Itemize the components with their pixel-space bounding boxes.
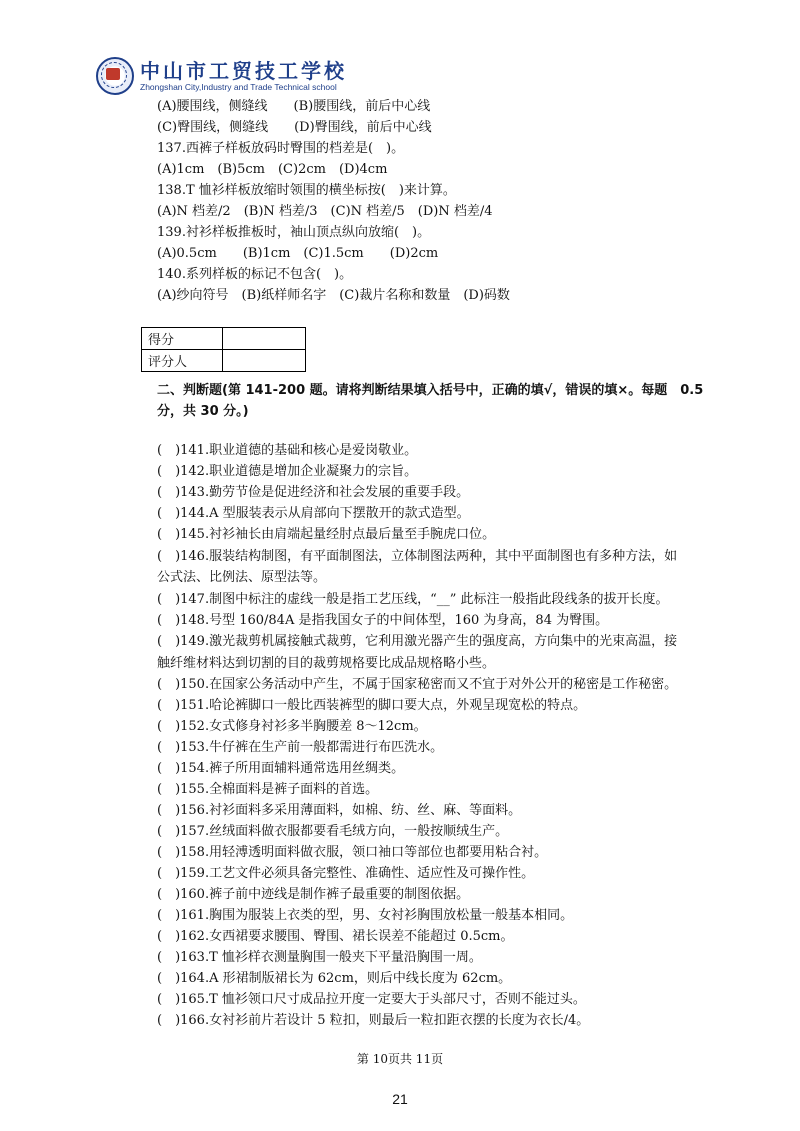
score-label: 得分 [142,328,223,350]
tf-question: ( )164.A 形裙制版裙长为 62cm，则后中线长度为 62cm。 [157,971,512,986]
tf-question: ( )146.服装结构制图，有平面制图法，立体制图法两种，其中平面制图也有多种方法，如 [157,549,678,564]
mc-line: (A)0.5cm (B)1cm (C)1.5cm (D)2cm [157,246,439,261]
tf-question: ( )166.女衬衫前片若设计 5 粒扣，则最后一粒扣距衣摆的长度为衣长/4。 [157,1013,590,1028]
tf-question: ( )155.全棉面料是裤子面料的首选。 [157,782,379,797]
school-header [96,56,347,96]
tf-question: ( )154.裤子所用面辅料通常选用丝绸类。 [157,761,405,776]
mc-line: (A)N 档差/2 (B)N 档差/3 (C)N 档差/5 (D)N 档差/4 [157,204,493,219]
mc-line: 139.衬衫样板推板时，袖山顶点纵向放缩( )。 [157,225,431,240]
tf-question: ( )159.工艺文件必须具备完整性、准确性、适应性及可操作性。 [157,866,535,881]
score-table [141,327,306,372]
tf-question: ( )165.T 恤衫领口尺寸成品拉开度一定要大于头部尺寸，否则不能过头。 [157,992,586,1007]
tf-question: ( )147.制图中标注的虚线一般是指工艺压线，“__” 此标注一般指此段线条的拔开长度。 [157,592,669,607]
mc-line: 140.系列样板的标记不包含( )。 [157,267,353,282]
section-heading: 二、判断题(第 141-200 题。请将判断结果填入括号中，正确的填√，错误的填×。每题 0.5 [157,383,704,398]
school-logo-icon [96,57,134,95]
tf-question: ( )153.牛仔裤在生产前一般都需进行布匹洗水。 [157,740,444,755]
tf-question: ( )163.T 恤衫样衣测量胸围一般夹下平量沿胸围一周。 [157,950,482,965]
school-name-en: Zhongshan City,Industry and Trade Technical school [140,81,337,92]
grader-value-cell[interactable] [223,350,306,372]
grader-label: 评分人 [142,350,223,372]
tf-question: ( )148.号型 160/84A 是指我国女子的中间体型，160 为身高，84 为臀围。 [157,613,609,628]
tf-question: ( )162.女西裙要求腰围、臀围、裙长误差不能超过 0.5cm。 [157,929,514,944]
school-brand [140,60,347,93]
tf-question: ( )161.胸围为服装上衣类的型，男、女衬衫胸围放松量一般基本相同。 [157,908,574,923]
tf-question: ( )150.在国家公务活动中产生，不属于国家秘密而又不宜于对外公开的秘密是工作秘密。 [157,677,678,692]
tf-question-cont: 公式法、比例法、原型法等。 [157,570,327,585]
mc-line: (A)纱向符号 (B)纸样师名字 (C)裁片名称和数量 (D)码数 [157,288,510,303]
tf-question: ( )143.勤劳节俭是促进经济和社会发展的重要手段。 [157,485,470,500]
mc-line: (C)臀围线，侧缝线 (D)臀围线，前后中心线 [157,120,432,135]
tf-question-cont: 触纤维材料达到切割的目的裁剪规格要比成品规格略小些。 [157,656,496,671]
tf-question: ( )144.A 型服装表示从肩部向下摆散开的款式造型。 [157,506,470,521]
page-number: 21 [392,1091,408,1107]
mc-line: 138.T 恤衫样板放缩时领围的横坐标按( )来计算。 [157,183,456,198]
logo-emblem [106,68,120,80]
tf-question: ( )151.哈论裤脚口一般比西装裤型的脚口要大点，外观呈现宽松的特点。 [157,698,587,713]
tf-question: ( )156.衬衫面料多采用薄面料，如棉、纺、丝、麻、等面料。 [157,803,522,818]
mc-line: (A)1cm (B)5cm (C)2cm (D)4cm [157,162,388,177]
mc-line: 137.西裤子样板放码时臀围的档差是( )。 [157,141,405,156]
page-footer: 第 10页共 11页 [356,1052,444,1066]
tf-question: ( )145.衬衫袖长由肩端起量经肘点最后量至手腕虎口位。 [157,527,496,542]
mc-line: (A)腰围线，侧缝线 (B)腰围线，前后中心线 [157,99,431,114]
score-value-cell[interactable] [223,328,306,350]
tf-question: ( )158.用轻溥透明面料做衣服，领口袖口等部位也都要用粘合衬。 [157,845,548,860]
tf-question: ( )142.职业道德是增加企业凝聚力的宗旨。 [157,464,418,479]
school-name-cn: 中山市工贸技工学校 [140,58,347,83]
tf-question: ( )141.职业道德的基础和核心是爱岗敬业。 [157,443,418,458]
tf-question: ( )160.裤子前中迹线是制作裤子最重要的制图依据。 [157,887,470,902]
section-heading-cont: 分，共 30 分。) [157,404,249,419]
tf-question: ( )157.丝绒面料做衣服都要看毛绒方向，一般按顺绒生产。 [157,824,509,839]
tf-question: ( )152.女式修身衬衫多半胸腰差 8～12cm。 [157,719,427,734]
tf-question: ( )149.激光裁剪机属接触式裁剪，它利用激光器产生的强度高，方向集中的光束高温，接 [157,634,678,649]
